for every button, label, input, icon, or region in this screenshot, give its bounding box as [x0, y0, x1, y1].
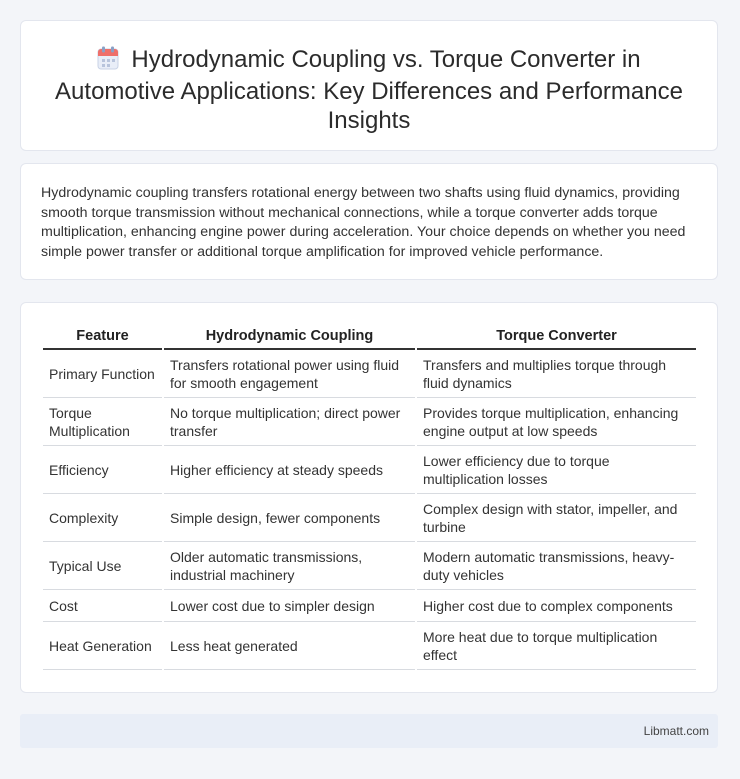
row-coupling: Simple design, fewer components: [164, 494, 415, 542]
row-feature: Cost: [43, 590, 162, 622]
header-feature: Feature: [43, 323, 162, 350]
row-feature: Typical Use: [43, 542, 162, 590]
footer-bar: [20, 714, 718, 748]
table-row: [43, 350, 696, 398]
row-converter: Higher cost due to complex components: [417, 590, 696, 622]
table-header-row: [43, 323, 696, 350]
row-feature: Torque Multiplication: [43, 398, 162, 446]
calendar-icon: [97, 46, 119, 77]
row-converter: Modern automatic transmissions, heavy-duty vehicles: [417, 542, 696, 590]
table-row: [43, 622, 696, 670]
footer-brand: Libmatt.com: [643, 724, 709, 738]
row-coupling: Lower cost due to simpler design: [164, 590, 415, 622]
row-converter: More heat due to torque multiplication effect: [417, 622, 696, 670]
row-coupling: Transfers rotational power using fluid for smooth engagement: [164, 350, 415, 398]
comparison-card: [20, 302, 718, 693]
row-feature: Complexity: [43, 494, 162, 542]
table-row: [43, 590, 696, 622]
table-row: [43, 542, 696, 590]
row-feature: Heat Generation: [43, 622, 162, 670]
row-coupling: Less heat generated: [164, 622, 415, 670]
table-row: [43, 398, 696, 446]
comparison-table: [41, 323, 698, 670]
row-converter: Complex design with stator, impeller, and turbine: [417, 494, 696, 542]
row-converter: Lower efficiency due to torque multiplication losses: [417, 446, 696, 494]
intro-card: [20, 163, 718, 280]
page-title: [51, 45, 687, 135]
row-feature: Primary Function: [43, 350, 162, 398]
header-hydrodynamic-coupling: Hydrodynamic Coupling: [164, 323, 415, 350]
table-row: [43, 446, 696, 494]
title-card: [20, 20, 718, 151]
row-feature: Efficiency: [43, 446, 162, 494]
row-converter: Transfers and multiplies torque through fluid dynamics: [417, 350, 696, 398]
row-coupling: Higher efficiency at steady speeds: [164, 446, 415, 494]
header-torque-converter: Torque Converter: [417, 323, 696, 350]
row-converter: Provides torque multiplication, enhancing engine output at low speeds: [417, 398, 696, 446]
row-coupling: No torque multiplication; direct power transfer: [164, 398, 415, 446]
intro-paragraph: Hydrodynamic coupling transfers rotational energy between two shafts using fluid dynamics, providing smooth torque transmission without mechanical connections, while a torque converter adds torque multiplication, enhancing engine power during acceleration. Your choice depends on whether you need simple power transfer or additional torque amplification for improved vehicle performance.: [41, 185, 686, 260]
row-coupling: Older automatic transmissions, industrial machinery: [164, 542, 415, 590]
table-row: [43, 494, 696, 542]
page-title-text: Hydrodynamic Coupling vs. Torque Converter in Automotive Applications: Key Differences and Performance Insights: [55, 46, 683, 134]
